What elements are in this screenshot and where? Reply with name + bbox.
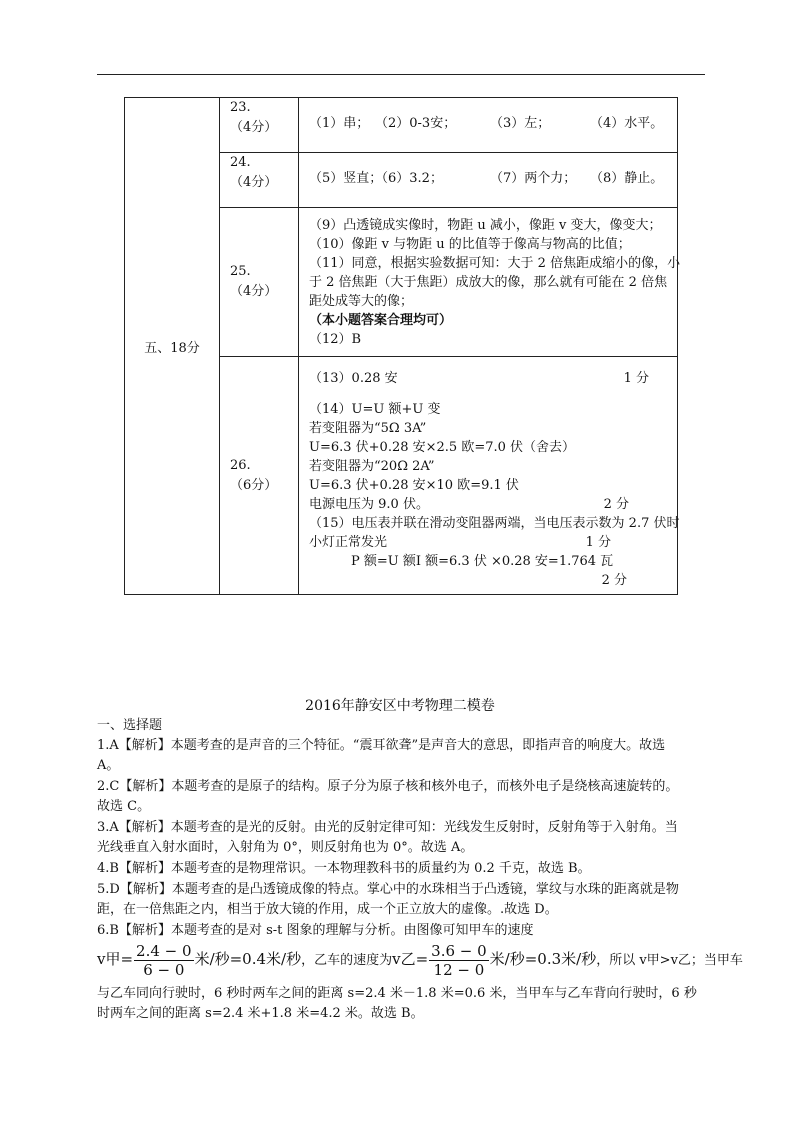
q24-number: 24. （4分） (220, 153, 299, 208)
answer-1: 1.A【解析】本题考查的是声音的三个特征。“震耳欲聋”是声音大的意思，即指声音的响度大。故选 A。 (97, 738, 666, 773)
answer-6-cont: 与乙车同向行驶时，6 秒时两车之间的距离 s=2.4 米－1.8 米=0.6 米，当甲车与乙车背向行驶时，6 秒 时两车之间的距离 s=2.4 米+1.8 米=4.2 米。故选 B。 (97, 986, 697, 1021)
q26-answer: （13）0.28 安 1 分 （14）U=U 额+U 变 若变阻器为“5Ω 3A” U=6.3 伏+0.28 安×2.5 欧=7.0 伏（舍去） 若变阻器为“20Ω 2A” U=6.3 伏+0.28 安×10 欧=9.1 伏 电源电压为 9.0 伏。 2 分 （15）电压表并联在滑动变阻器两端，当电压表示数为 2.7 伏时 小灯正常发光 1 分 P 额=U 额I 额=6.3 伏 ×0.28 安=1.764 瓦 2 分 (299, 357, 678, 595)
answer-6-intro: 6.B【解析】本题考查的是对 s-t 图象的理解与分析。由图像可知甲车的速度 (97, 923, 534, 938)
answer-table (124, 97, 681, 595)
section-label: 五、18分 (125, 98, 220, 595)
section-heading: 一、选择题 (97, 718, 163, 733)
q24-answer: （5）竖直；（6）3.2； （7）两个力； （8）静止。 (299, 153, 678, 208)
page-title: 2016年静安区中考物理二模卷 (305, 698, 495, 714)
answer-6-formula: v甲= $\frac{2.4 - 0}{6 - 0}$ 米/秒=0.4米/秒，乙车的速度为v乙= $\frac{3.6 - 0}{12 - 0}$ 米/秒=0.3米/秒，所以 v甲>v乙；当甲车 (97, 942, 743, 979)
answer-4: 4.B【解析】本题考查的是物理常识。一本物理教科书的质量约为 0.2 千克，故选 B。 (97, 861, 591, 876)
answer-5: 5.D【解析】本题考查的是凸透镜成像的特点。掌心中的水珠相当于凸透镜，掌纹与水珠的距离就是物 距，在一倍焦距之内，相当于放大镜的作用，成一个正立放大的虚像。.故选 D。 (97, 882, 679, 917)
q23-answer: （1）串； （2）0-3安； （3）左； （4）水平。 (299, 98, 678, 153)
q26-number: 26. （6分） (220, 357, 299, 595)
answer-2: 2.C【解析】本题考查的是原子的结构。原子分为原子核和核外电子，而核外电子是绕核高速旋转的。 故选 C。 (97, 779, 679, 814)
q25-answer: （9）凸透镜成实像时，物距 u 减小，像距 v 变大，像变大； （10）像距 v 与物距 u 的比值等于像高与物高的比值； （11）同意，根据实验数据可知：大于 2 倍焦距成缩小的像，小 于 2 倍焦距（大于焦距）成放大的像，那么就有可能在 2 倍焦 距处成等大的像； （本小题答案合理均可） （12）B (299, 208, 678, 357)
answer-3: 3.A【解析】本题考查的是光的反射。由光的反射定律可知：光线发生反射时，反射角等于入射角。当 光线垂直入射水面时，入射角为 0°，则反射角也为 0°。故选 A。 (97, 820, 678, 855)
q23-number: 23. （4分） (220, 98, 299, 153)
header-rule (97, 74, 705, 75)
q25-number: 25. （4分） (220, 208, 299, 357)
